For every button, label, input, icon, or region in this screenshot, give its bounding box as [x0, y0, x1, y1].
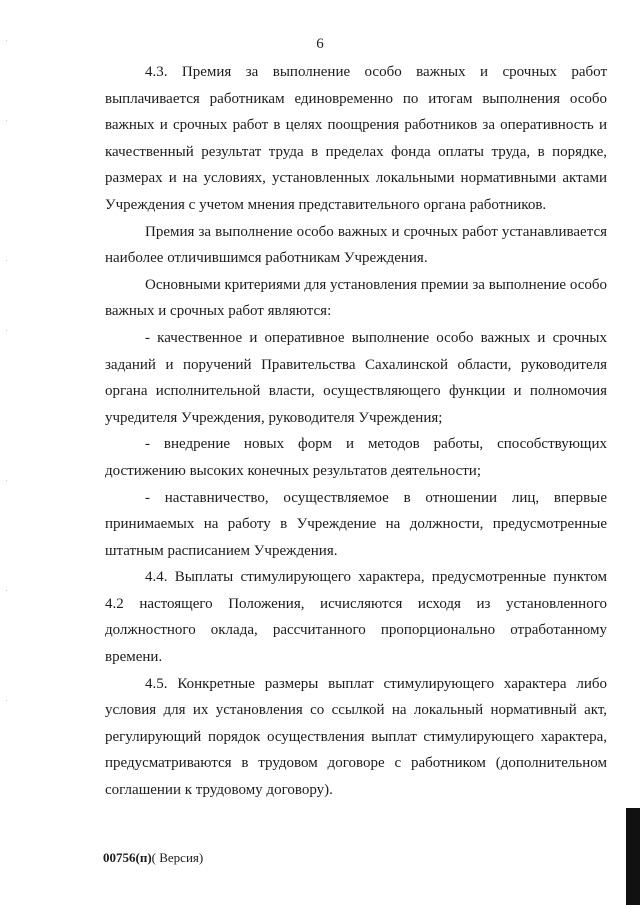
scan-speck [6, 700, 7, 701]
criteria-item-mentoring: - наставничество, осуществляемое в отношении лиц, впервые принимаемых на работу в Учреждение на должности, предусмотренные штатным расписанием Учреждения. [105, 489, 607, 559]
scan-speck [6, 590, 7, 591]
footer-version: ( Версия) [151, 850, 204, 865]
paragraph-4-5: 4.5. Конкретные размеры выплат стимулирующего характера либо условия для их установления со ссылкой на локальный нормативный акт, регулирующий порядок осуществления выплат стимулирующего характера, предусматриваются в трудовом договоре с работником (дополнительном соглашении к трудовому договору). [105, 675, 607, 799]
scan-speck [6, 260, 7, 261]
scan-edge-bar [626, 808, 640, 905]
criteria-item-quality: - качественное и оперативное выполнение особо важных и срочных заданий и поручений Правительства Сахалинской области, руководителя органа исполнительной власти, осуществляющего функции и полномочия учредителя Учреждения, руководителя Учреждения; [105, 329, 607, 426]
paragraph-4-4: 4.4. Выплаты стимулирующего характера, предусмотренные пунктом 4.2 настоящего Положения, исчисляются исходя из установленного должностного оклада, рассчитанного пропорционально отработанному времени. [105, 569, 607, 666]
criteria-item-innovation: - внедрение новых форм и методов работы, способствующих достижению высоких конечных результатов деятельности; [105, 436, 607, 479]
scan-speck [6, 480, 7, 481]
paragraph-4-3: 4.3. Премия за выполнение особо важных и срочных работ выплачивается работникам единовременно по итогам выполнения особо важных и срочных работ в целях поощрения работников за оперативность и качественный результат труда в пределах фонда оплаты труда, в порядке, размерах и на условиях, установленных локальными нормативными актами Учреждения с учетом мнения представительного органа работников. [105, 64, 607, 213]
document-body [105, 59, 607, 804]
scan-speck [6, 40, 7, 41]
paragraph-premium-recipients: Премия за выполнение особо важных и срочных работ устанавливается наиболее отличившимся работникам Учреждения. [105, 223, 607, 267]
document-footer [103, 850, 203, 866]
scan-speck [6, 120, 7, 121]
scan-speck [6, 330, 7, 331]
footer-code: 00756(п) [103, 850, 152, 865]
paragraph-criteria-intro: Основными критериями для установления премии за выполнение особо важных и срочных работ являются: [105, 276, 607, 320]
page-number: 6 [316, 36, 324, 52]
